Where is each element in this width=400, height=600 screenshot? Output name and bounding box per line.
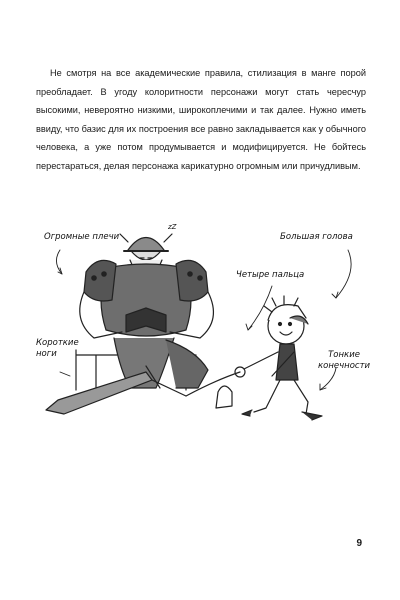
annotation-big-head: Большая голова: [280, 232, 353, 242]
annotation-sleep-mark: zZ: [168, 223, 177, 231]
small-character: [186, 296, 322, 420]
annotation-short-legs-line2: ноги: [36, 349, 57, 359]
annotation-thin-limbs: [318, 350, 370, 372]
illustration: [36, 220, 371, 440]
body-paragraph: Не смотря на все академические правила, стилизация в манге порой преобладает. В угоду колоритности персонажи могут стать чересчур высокими, невероятно низкими, широкоплечими и так далее. Нужно иметь ввиду, что базис для их построения все равно закладывается как у обычного человека, а уже потом продумывается и модифицируется. Не бойтесь перестараться, делая персонажа карикатурно огромным или причудливым.: [36, 68, 366, 171]
annotation-huge-shoulders: Огромные плечи: [44, 232, 120, 242]
annotation-short-legs-line1: Короткие: [36, 338, 79, 348]
annotation-short-legs: [36, 338, 79, 360]
annotation-four-fingers: Четыре пальца: [236, 270, 305, 280]
big-character: [46, 234, 213, 414]
page-number: 9: [356, 538, 362, 549]
annotation-thin-limbs-line1: Тонкие: [328, 350, 360, 360]
character-illustration: [36, 220, 366, 440]
annotation-thin-limbs-line2: конечности: [318, 361, 371, 371]
